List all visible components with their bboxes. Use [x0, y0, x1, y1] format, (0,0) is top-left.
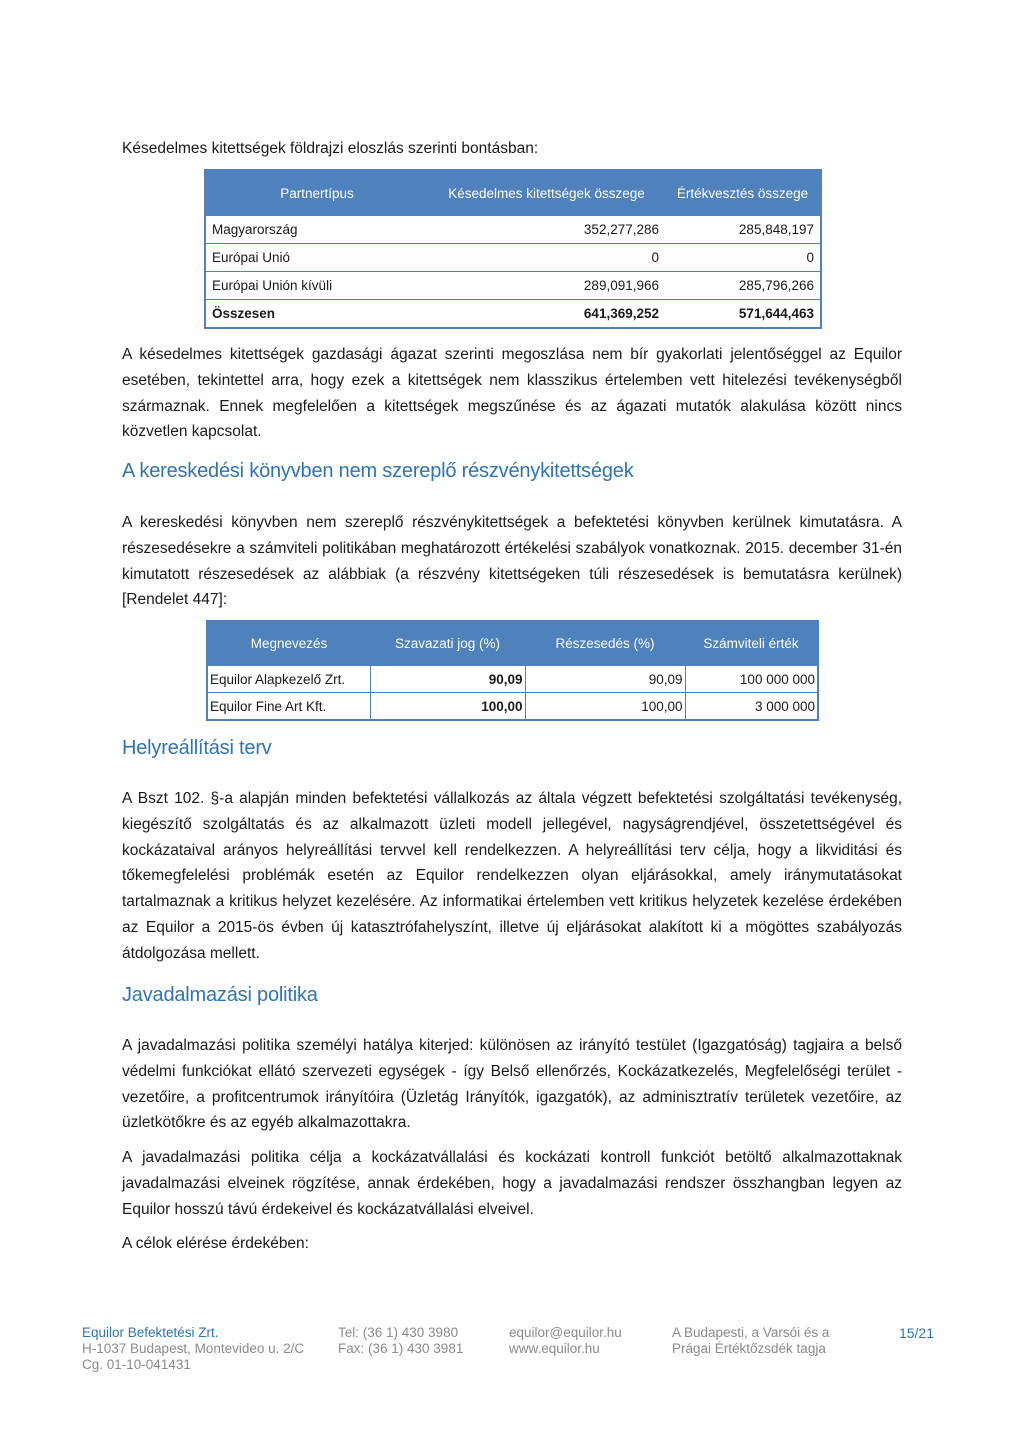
- table-cell: 90,09: [525, 666, 685, 693]
- table-header-row: [207, 621, 818, 666]
- table-total-row: [205, 300, 821, 329]
- paragraph: A célok elérése érdekében:: [122, 1235, 309, 1252]
- column-header: Megnevezés: [207, 621, 370, 666]
- column-header: Értékvesztés összege: [665, 170, 821, 216]
- footer-tel: Tel: (36 1) 430 3980: [338, 1325, 459, 1340]
- footer-membership-line1: A Budapesti, a Varsói és a: [672, 1325, 830, 1340]
- footer-address: H-1037 Budapest, Montevideo u. 2/C: [82, 1341, 305, 1356]
- table-cell: 90,09: [370, 666, 525, 693]
- column-header: Részesedés (%): [525, 621, 685, 666]
- table-cell: 3 000 000: [685, 693, 818, 721]
- table-row: [205, 244, 821, 272]
- table-cell: 289,091,966: [428, 272, 665, 300]
- table-row: [205, 272, 821, 300]
- table-cell: Európai Unión kívüli: [205, 272, 428, 300]
- section-heading: Helyreállítási terv: [122, 737, 272, 759]
- footer-contact-block: [509, 1325, 659, 1357]
- table-cell: 100,00: [370, 693, 525, 721]
- paragraph: A javadalmazási politika személyi hatálya kiterjed: különösen az irányító testület (Igazgatóság) tagjaira a belső védelmi funkciókat ellátó szervezeti egységek - így Belső ellenőrzés, Kockázatkezelés, Megfelelőségi terület - vezetőire, a profitcentrumok irányítóira (Üzletág Irányítók, igazgatók), az adminisztratív területek vezetőire, az üzletkötőkre és az egyéb alkalmazottakra.: [122, 1037, 902, 1132]
- section-heading: Javadalmazási politika: [122, 984, 318, 1006]
- table-cell: 100 000 000: [685, 666, 818, 693]
- paragraph: A javadalmazási politika célja a kockázatvállalási és kockázati kontroll funkciót betöltő alkalmazottaknak javadalmazási elveinek rögzítése, annak érdekében, hogy a javadalmazási rendszer összhangban legyen az Equilor hosszú távú érdekeivel és kockázatvállalási elveivel.: [122, 1149, 902, 1218]
- footer-website[interactable]: www.equilor.hu: [509, 1341, 600, 1356]
- table-cell: Magyarország: [205, 216, 428, 244]
- footer-registration: Cg. 01-10-041431: [82, 1357, 191, 1372]
- table-cell: 285,796,266: [665, 272, 821, 300]
- table-cell: Equilor Alapkezelő Zrt.: [207, 666, 370, 693]
- table-cell: Európai Unió: [205, 244, 428, 272]
- intro-line: Késedelmes kitettségek földrajzi eloszlás szerinti bontásban:: [122, 140, 539, 157]
- table-cell: 100,00: [525, 693, 685, 721]
- footer-fax: Fax: (36 1) 430 3981: [338, 1341, 464, 1356]
- paragraph: A késedelmes kitettségek gazdasági ágazat szerinti megoszlása nem bír gyakorlati jelentőséggel az Equilor esetében, tekintettel arra, hogy ezek a kitettségek nem klasszikus értelemben vett hitelezési tevékenységből származnak. Ennek megfelelően a kitettségek megszűnése és az ágazati mutatók alakulása között nincs közvetlen kapcsolat.: [122, 346, 902, 441]
- table-cell: 0: [428, 244, 665, 272]
- table-header-row: [205, 170, 821, 216]
- paragraph: A Bszt 102. §-a alapján minden befektetési vállalkozás az általa végzett befektetési szolgáltatási tevékenység, kiegészítő szolgáltatás és az alkalmazott üzleti modell jellegével, nagyságrendjével, összetettségével és kockázataival arányos helyreállítási tervvel kell rendelkezzen. A helyreállítási terv célja, hogy a likviditási és tőkemegfelelési problémák esetén az Equilor rendelkezzen olyan eljárásokkal, amely iránymutatásokat tartalmaznak a kritikus helyzet kezelésére. Az informatikai értelemben vett kritikus helyzetek kezelése érdekében az Equilor a 2015-ös évben új katasztrófahelyszínt, illetve új eljárásokat alakított ki a mögöttes szabályozás átdolgozása mellett.: [122, 790, 902, 962]
- footer-company-name: Equilor Befektetési Zrt.: [82, 1325, 219, 1340]
- footer-phone-block: [338, 1325, 498, 1357]
- table-row: [205, 216, 821, 244]
- page-number: 15/21: [898, 1325, 934, 1341]
- footer-membership-line2: Prágai Értéktőzsdék tagja: [672, 1341, 826, 1356]
- table-cell: 285,848,197: [665, 216, 821, 244]
- footer-company-block: [82, 1325, 322, 1373]
- table-row: [207, 693, 818, 721]
- holdings-table: [206, 620, 819, 721]
- section-heading: A kereskedési könyvben nem szereplő részvénykitettségek: [122, 460, 634, 482]
- table-cell: 352,277,286: [428, 216, 665, 244]
- paragraph: A kereskedési könyvben nem szereplő részvénykitettségek a befektetési könyvben kerülnek kimutatásra. A részesedésekre a számviteli politikában meghatározott értékelési szabályok vonatkoznak. 2015. december 31-én kimutatott részesedések az alábbiak (a részvény kitettségeken túli részesedések is bemutatásra kerülnek) [Rendelet 447]:: [122, 514, 902, 609]
- table-row: [207, 666, 818, 693]
- footer-email[interactable]: equilor@equilor.hu: [509, 1325, 622, 1340]
- table-cell: 641,369,252: [428, 300, 665, 329]
- column-header: Szavazati jog (%): [370, 621, 525, 666]
- column-header: Partnertípus: [205, 170, 428, 216]
- table-cell: 0: [665, 244, 821, 272]
- column-header: Számviteli érték: [685, 621, 818, 666]
- footer-membership-block: [672, 1325, 872, 1357]
- table-cell: Összesen: [205, 300, 428, 329]
- column-header: Késedelmes kitettségek összege: [428, 170, 665, 216]
- table-cell: 571,644,463: [665, 300, 821, 329]
- delinquent-exposures-table: [204, 169, 822, 329]
- table-cell: Equilor Fine Art Kft.: [207, 693, 370, 721]
